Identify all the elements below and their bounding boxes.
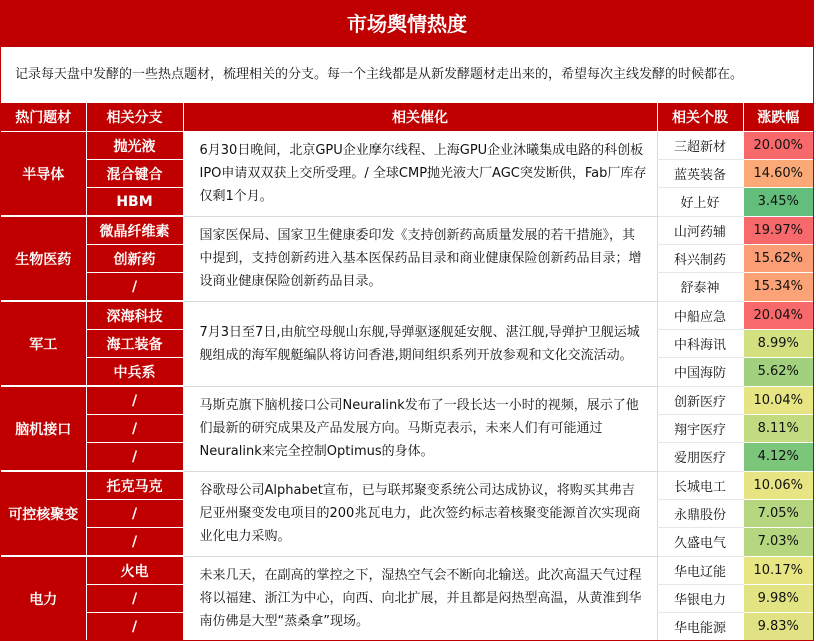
stock-cell: 山河药辅	[657, 216, 743, 245]
topic-cell: 可控核聚变	[1, 471, 86, 556]
stock-cell: 翔宇医疗	[657, 415, 743, 443]
stock-cell: 华银电力	[657, 585, 743, 613]
stock-cell: 中船应急	[657, 301, 743, 330]
stock-cell: 舒泰神	[657, 273, 743, 302]
branch-cell: /	[86, 273, 183, 302]
branch-cell: 火电	[86, 556, 183, 585]
stock-cell: 三超新材	[657, 132, 743, 160]
topic-cell: 军工	[1, 301, 86, 386]
change-cell: 15.34%	[743, 273, 813, 302]
stock-cell: 蓝英装备	[657, 160, 743, 188]
table-row	[1, 556, 813, 585]
page-title: 市场舆情热度	[1, 1, 813, 47]
branch-cell: 抛光液	[86, 132, 183, 160]
table-row	[1, 386, 813, 415]
table-row	[1, 301, 813, 330]
branch-cell: /	[86, 528, 183, 557]
topic-cell: 半导体	[1, 132, 86, 217]
branch-cell: 微晶纤维素	[86, 216, 183, 245]
branch-cell: 中兵系	[86, 358, 183, 387]
header-topic: 热门题材	[1, 103, 86, 132]
stock-cell: 中科海讯	[657, 330, 743, 358]
stock-cell: 创新医疗	[657, 386, 743, 415]
header-branch: 相关分支	[86, 103, 183, 132]
branch-cell: /	[86, 585, 183, 613]
change-cell: 8.11%	[743, 415, 813, 443]
catalyst-cell: 7月3日至7日,由航空母舰山东舰,导弹驱逐舰延安舰、湛江舰,导弹护卫舰运城舰组成的海军舰艇编队将访问香港,期间组织系列开放参观和文化交流活动。	[183, 301, 657, 386]
branch-cell: 创新药	[86, 245, 183, 273]
branch-cell: 托克马克	[86, 471, 183, 500]
change-cell: 5.62%	[743, 358, 813, 387]
change-cell: 7.03%	[743, 528, 813, 557]
stock-cell: 科兴制药	[657, 245, 743, 273]
change-cell: 9.98%	[743, 585, 813, 613]
change-cell: 7.05%	[743, 500, 813, 528]
branch-cell: /	[86, 500, 183, 528]
change-cell: 15.62%	[743, 245, 813, 273]
change-cell: 10.06%	[743, 471, 813, 500]
table-row	[1, 216, 813, 245]
change-cell: 10.04%	[743, 386, 813, 415]
stock-cell: 爱朋医疗	[657, 443, 743, 472]
branch-cell: /	[86, 613, 183, 641]
table-body	[1, 132, 813, 641]
stock-cell: 久盛电气	[657, 528, 743, 557]
stock-cell: 华电能源	[657, 613, 743, 641]
catalyst-cell: 未来几天，在副高的掌控之下，湿热空气会不断向北输送。此次高温天气过程将以福建、浙江为中心，向西、向北扩展，并且都是闷热型高温，从黄淮到华南仿佛是大型“蒸桑拿”现场。	[183, 556, 657, 641]
catalyst-cell: 马斯克旗下脑机接口公司Neuralink发布了一段长达一小时的视频，展示了他们最新的研究成果及产品发展方向。马斯克表示，未来人们有可能通过Neuralink来完全控制Optimus的身体。	[183, 386, 657, 471]
change-cell: 10.17%	[743, 556, 813, 585]
change-cell: 19.97%	[743, 216, 813, 245]
header-catalyst: 相关催化	[183, 103, 657, 132]
table-row	[1, 132, 813, 160]
header-stock: 相关个股	[657, 103, 743, 132]
branch-cell: 海工装备	[86, 330, 183, 358]
stock-cell: 中国海防	[657, 358, 743, 387]
topic-cell: 生物医药	[1, 216, 86, 301]
branch-cell: /	[86, 443, 183, 472]
topic-cell: 电力	[1, 556, 86, 641]
catalyst-cell: 国家医保局、国家卫生健康委印发《支持创新药高质量发展的若干措施》，其中提到，支持创新药进入基本医保药品目录和商业健康保险创新药品目录；增设商业健康保险创新药品目录。	[183, 216, 657, 301]
change-cell: 20.00%	[743, 132, 813, 160]
branch-cell: /	[86, 386, 183, 415]
table-row	[1, 471, 813, 500]
change-cell: 20.04%	[743, 301, 813, 330]
change-cell: 3.45%	[743, 188, 813, 217]
branch-cell: 混合键合	[86, 160, 183, 188]
intro-text: 记录每天盘中发酵的一些热点题材，梳理相关的分支。每一个主线都是从新发酵题材走出来的，希望每次主线发酵的时候都在。	[15, 67, 744, 82]
header-change: 涨跌幅	[743, 103, 813, 132]
change-cell: 4.12%	[743, 443, 813, 472]
change-cell: 9.83%	[743, 613, 813, 641]
change-cell: 8.99%	[743, 330, 813, 358]
catalyst-cell: 谷歌母公司Alphabet宣布，已与联邦聚变系统公司达成协议，将购买其弗吉尼亚州聚变发电项目的200兆瓦电力，此次签约标志着核聚变能源首次实现商业化电力采购。	[183, 471, 657, 556]
branch-cell: 深海科技	[86, 301, 183, 330]
stock-cell: 华电辽能	[657, 556, 743, 585]
catalyst-cell: 6月30日晚间，北京GPU企业摩尔线程、上海GPU企业沐曦集成电路的科创板IPO申请双双获上交所受理。/ 全球CMP抛光液大厂AGC突发断供，Fab厂库存仅剩1个月。	[183, 132, 657, 217]
stock-cell: 长城电工	[657, 471, 743, 500]
header-row	[1, 103, 813, 132]
branch-cell: /	[86, 415, 183, 443]
hotspot-table	[1, 103, 813, 641]
stock-cell: 永鼎股份	[657, 500, 743, 528]
stock-cell: 好上好	[657, 188, 743, 217]
branch-cell: HBM	[86, 188, 183, 217]
topic-cell: 脑机接口	[1, 386, 86, 471]
change-cell: 14.60%	[743, 160, 813, 188]
